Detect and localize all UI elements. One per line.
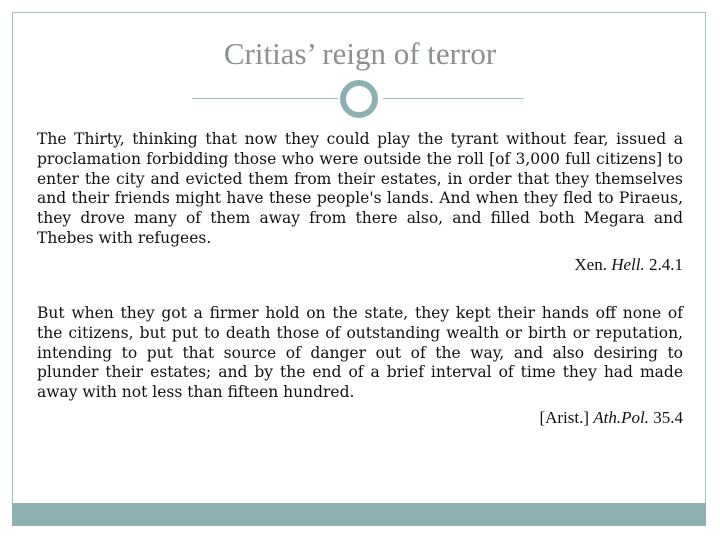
quote-1-citation bbox=[37, 255, 683, 275]
quote-1-text: The Thirty, thinking that now they could play the tyrant without fear, issued a proclamation forbidding those who were outside the roll [of 3,000 full citizens] to enter the city and evicted them from their estates, in order that they themselves and their friends might have these people's lands. And when they fled to Piraeus, they drove many of them away from there also, and filled both Megara and Thebes with refugees. bbox=[37, 130, 683, 247]
citation-1-work: Hell. bbox=[611, 254, 645, 274]
citation-2-ref: 35.4 bbox=[653, 407, 683, 427]
quote-block-2 bbox=[37, 304, 683, 428]
title-divider-left bbox=[192, 98, 338, 99]
quote-2-citation bbox=[37, 408, 683, 428]
citation-1-ref: 2.4.1 bbox=[649, 254, 683, 274]
quote-2-text: But when they got a firmer hold on the state, they kept their hands off none of the citizens, but put to death those of outstanding wealth or birth or reputation, intending to put that source of danger out of the way, and also desiring to plunder their estates; and by the end of a brief interval of time they had made away with not less than fifteen hundred. bbox=[37, 304, 683, 402]
citation-2-author: [Arist.] bbox=[539, 407, 590, 427]
quote-block-1 bbox=[37, 130, 683, 275]
citation-2-work: Ath.Pol. bbox=[593, 407, 649, 427]
slide-title: Critias’ reign of terror bbox=[223, 36, 497, 71]
circle-ornament-icon bbox=[340, 80, 378, 118]
footer-bar bbox=[12, 503, 706, 526]
title-divider-right bbox=[383, 98, 524, 99]
citation-1-author: Xen. bbox=[574, 254, 607, 274]
